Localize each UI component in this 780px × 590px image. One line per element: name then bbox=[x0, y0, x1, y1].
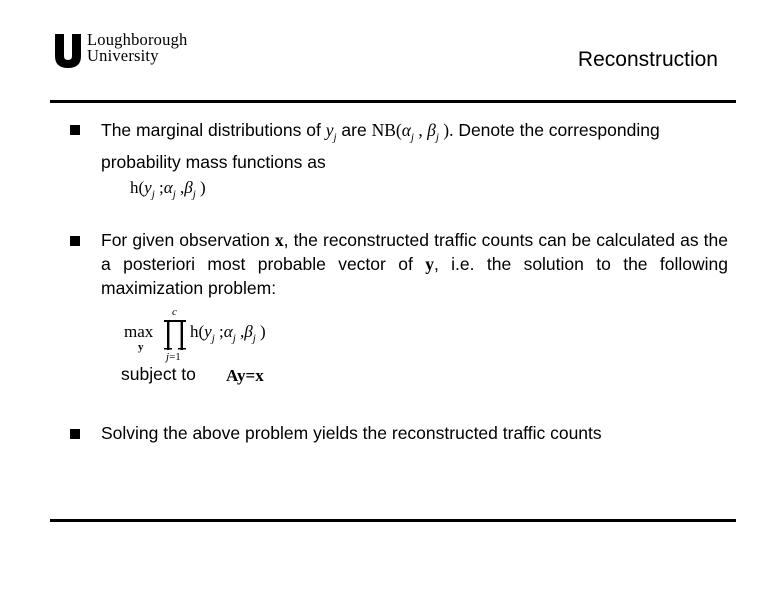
product-lower-limit: j=1 bbox=[166, 351, 181, 363]
formula-pmf: $h(y_j$ $;\alpha_j$ $,\beta_j$ ) bbox=[130, 178, 206, 201]
logo-text bbox=[87, 32, 187, 64]
top-divider bbox=[50, 100, 736, 103]
bullet-square-3 bbox=[70, 429, 80, 439]
university-logo-icon bbox=[55, 34, 81, 68]
bullet-text-3: Solving the above problem yields the reconstructed traffic counts bbox=[101, 423, 602, 443]
bullet-text-1: The marginal distributions of $y_j$ are $NB(\alpha_j$ , $\beta_j$ ). Denote the corresponding probability mass functions as bbox=[101, 120, 660, 172]
bullet-text-2: For given observation x, the reconstructed traffic counts can be calculated as the a posteriori most probable vector of y, i.e. the solution to the following maximization problem: bbox=[101, 230, 729, 298]
product-body: $h(y_j$ $;\alpha_j$ $,\beta_j$ ) bbox=[190, 322, 266, 345]
bullet-square-1 bbox=[70, 125, 80, 135]
university-logo bbox=[55, 32, 195, 72]
page-title: Reconstruction bbox=[577, 48, 718, 71]
subject-to-label: subject to bbox=[121, 364, 196, 384]
formula-maximization bbox=[120, 306, 320, 366]
bullet-square-2 bbox=[70, 236, 80, 246]
logo-line-1: Loughborough bbox=[87, 30, 188, 49]
constraint-formula: Ay=x bbox=[226, 366, 264, 385]
max-operator: max bbox=[124, 322, 154, 341]
product-symbol-icon bbox=[164, 320, 186, 350]
max-variable: y bbox=[138, 341, 144, 353]
bottom-divider bbox=[50, 519, 736, 522]
product-upper-limit: c bbox=[172, 306, 177, 318]
logo-line-2: University bbox=[87, 46, 159, 65]
